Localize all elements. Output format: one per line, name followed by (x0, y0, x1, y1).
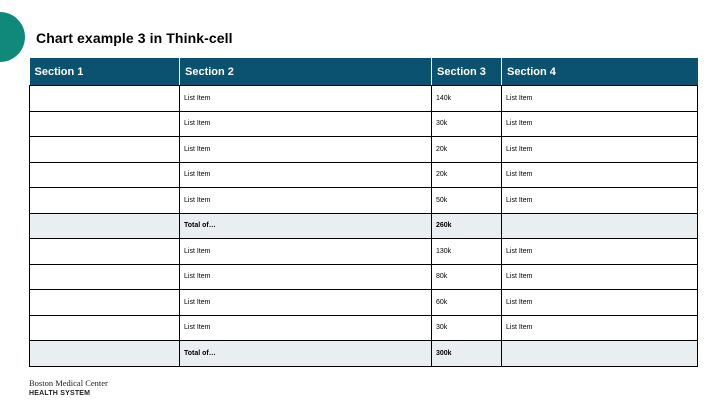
table-cell-section-1 (30, 162, 180, 188)
table-header-row (30, 58, 698, 86)
table-cell-section-4: List Item (502, 86, 698, 112)
table-cell-section-2: List Item (180, 188, 432, 214)
table-row (30, 290, 698, 316)
table-cell-section-2: List Item (180, 264, 432, 290)
table-row (30, 86, 698, 112)
table-cell-section-1 (30, 290, 180, 316)
table-cell-section-4: List Item (502, 315, 698, 341)
table-cell-section-1 (30, 315, 180, 341)
table-cell-section-2: List Item (180, 290, 432, 316)
table-cell-section-1 (30, 239, 180, 265)
table-cell-section-3: 30k (432, 315, 502, 341)
logo-org-name: Boston Medical Center (29, 378, 108, 388)
table-cell-section-4: List Item (502, 264, 698, 290)
data-table (29, 58, 698, 367)
table-total-row (30, 213, 698, 239)
header-section-1: Section 1 (30, 58, 180, 86)
table-total-row (30, 341, 698, 367)
table-cell-section-3: 20k (432, 162, 502, 188)
table-row (30, 137, 698, 163)
table-cell-section-3: 50k (432, 188, 502, 214)
table-cell-section-1 (30, 188, 180, 214)
table-cell-section-3: 300k (432, 341, 502, 367)
decorative-circle (0, 12, 25, 62)
table-cell-section-3: 60k (432, 290, 502, 316)
table-cell-section-2: List Item (180, 315, 432, 341)
table-row (30, 188, 698, 214)
table-row (30, 239, 698, 265)
footer-logo (29, 379, 108, 397)
header-section-2: Section 2 (180, 58, 432, 86)
slide-title: Chart example 3 in Think-cell (36, 30, 233, 46)
table-cell-section-2: List Item (180, 137, 432, 163)
table-cell-section-2: List Item (180, 239, 432, 265)
table-cell-section-1 (30, 86, 180, 112)
table-row (30, 315, 698, 341)
table-cell-section-2: Total of… (180, 213, 432, 239)
table-cell-section-3: 20k (432, 137, 502, 163)
table-cell-section-4: List Item (502, 162, 698, 188)
table-cell-section-3: 130k (432, 239, 502, 265)
table-cell-section-4: List Item (502, 137, 698, 163)
header-section-4: Section 4 (502, 58, 698, 86)
table-row (30, 111, 698, 137)
table-cell-section-4 (502, 213, 698, 239)
table-cell-section-3: 260k (432, 213, 502, 239)
table-cell-section-4 (502, 341, 698, 367)
table-cell-section-1 (30, 341, 180, 367)
table-cell-section-1 (30, 264, 180, 290)
header-section-3: Section 3 (432, 58, 502, 86)
table-cell-section-4: List Item (502, 290, 698, 316)
table-row (30, 264, 698, 290)
table-cell-section-1 (30, 213, 180, 239)
table-cell-section-1 (30, 137, 180, 163)
table-cell-section-2: List Item (180, 86, 432, 112)
table-cell-section-2: Total of… (180, 341, 432, 367)
table-cell-section-3: 30k (432, 111, 502, 137)
table-body (30, 86, 698, 367)
table-cell-section-1 (30, 111, 180, 137)
table-cell-section-3: 80k (432, 264, 502, 290)
table-row (30, 162, 698, 188)
table-cell-section-4: List Item (502, 188, 698, 214)
table-cell-section-2: List Item (180, 111, 432, 137)
logo-org-subtitle: HEALTH SYSTEM (29, 389, 91, 397)
table-cell-section-4: List Item (502, 239, 698, 265)
table-cell-section-4: List Item (502, 111, 698, 137)
table-cell-section-3: 140k (432, 86, 502, 112)
table-cell-section-2: List Item (180, 162, 432, 188)
